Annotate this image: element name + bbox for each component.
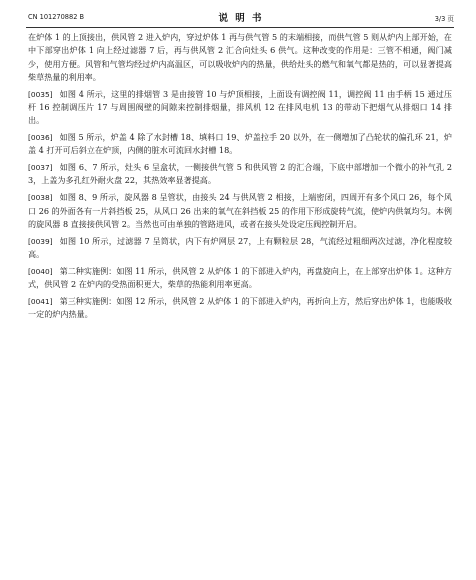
- paragraph-number: [0036]: [28, 133, 53, 143]
- page-number: 3/3 页: [434, 15, 454, 23]
- paragraph-number: [0035]: [28, 89, 53, 99]
- page-header: [28, 10, 454, 26]
- paragraph: [28, 295, 452, 322]
- paragraph-number: [0037]: [28, 163, 53, 173]
- paragraph: [28, 235, 452, 262]
- paragraph: [28, 131, 452, 158]
- paragraph: [28, 88, 452, 128]
- paragraph-number: [0040]: [28, 266, 53, 276]
- paragraph-text: 如图 10 所示，过滤器 7 呈筒状，内下有炉网层 27，上有颗粒层 28，气流经过粗细两次过滤，净化程度较高。: [28, 235, 452, 259]
- paragraph-text: 如图 8、9 所示，旋风器 8 呈管状，由接头 24 与供风管 2 相接，上端密闭，四周开有多个风口 26，每个风口 26 的外面各有一片斜挡板 25，从风口 26 出来的氧气在斜挡板 25 的作用下形成旋转气流，使炉内供氧均匀。本例的旋风器 8 直接接供风管 2。当然也可由单独的管路进风，或者在接头处设定压阀控制开启。: [28, 192, 452, 229]
- paragraph: [28, 161, 452, 188]
- paragraph-text: 如图 4 所示，这里的排烟管 3 是由接管 10 与炉顶相接，上面设有调控阀 11，调控阀 11 由手柄 15 通过压杆 16 控制调压片 17 与周围阀壁的间隙来控制排烟量，排风机 12 在排风电机 13 的带动下把烟气从排烟口 14 排出。: [28, 88, 452, 126]
- paragraph-text: 在炉体 1 的上顶接出，供风管 2 进入炉内，穿过炉体 1 再与供气管 5 的末端相接，而供气管 5 则从炉内上部开始，在中下部穿出炉体 1 向上经过滤器 7 后，再与供风管 2 汇合向灶头 6 供气。这种改变的作用是：三管不相通，阀门减少，使用方便。风管和气管均经过炉内高温区，可以吸收炉内的热量，供给灶头的燃气和氧气都是热的，可以显著提高柴草热量的利用率。: [28, 32, 452, 82]
- page-title: 说 明 书: [218, 13, 264, 24]
- paragraph-text: 第二种实施例：如图 11 所示，供风管 2 从炉体 1 的下部进入炉内，再盘旋向上，在上部穿出炉体 1。这种方式，供风管 2 在炉内的受热面积更大，柴草的热能利用率更高。: [28, 265, 452, 290]
- patent-number: CN 101270882 B: [28, 13, 85, 21]
- paragraph: [28, 265, 452, 292]
- paragraph-text: 第三种实施例：如图 12 所示，供风管 2 从炉体 1 的下部进入炉内，再折向上方，然后穿出炉体 1，也能吸收一定的炉内热量。: [28, 295, 452, 320]
- paragraph-number: [0039]: [28, 236, 53, 246]
- paragraph-text: 如图 5 所示，炉盖 4 除了水封槽 18、填料口 19、炉盖拉手 20 以外，在一侧增加了凸轮状的偏孔环 21，炉盖 4 打开可后斜立在炉顶，内侧的脏水可流回水封槽 18。: [28, 132, 452, 156]
- header-rule: [26, 27, 454, 28]
- paragraph-number: [0038]: [28, 193, 53, 203]
- paragraph: [28, 31, 452, 84]
- paragraph-number: [0041]: [28, 296, 53, 306]
- document-body: [28, 31, 452, 325]
- paragraph-text: 如图 6、7 所示，灶头 6 呈盒状，一侧接供气管 5 和供风管 2 的汇合端，下底中部增加一个微小的补气孔 23，上盖为多孔红外耐火盘 22，其热效率显著提高。: [28, 162, 452, 186]
- paragraph: [28, 191, 452, 231]
